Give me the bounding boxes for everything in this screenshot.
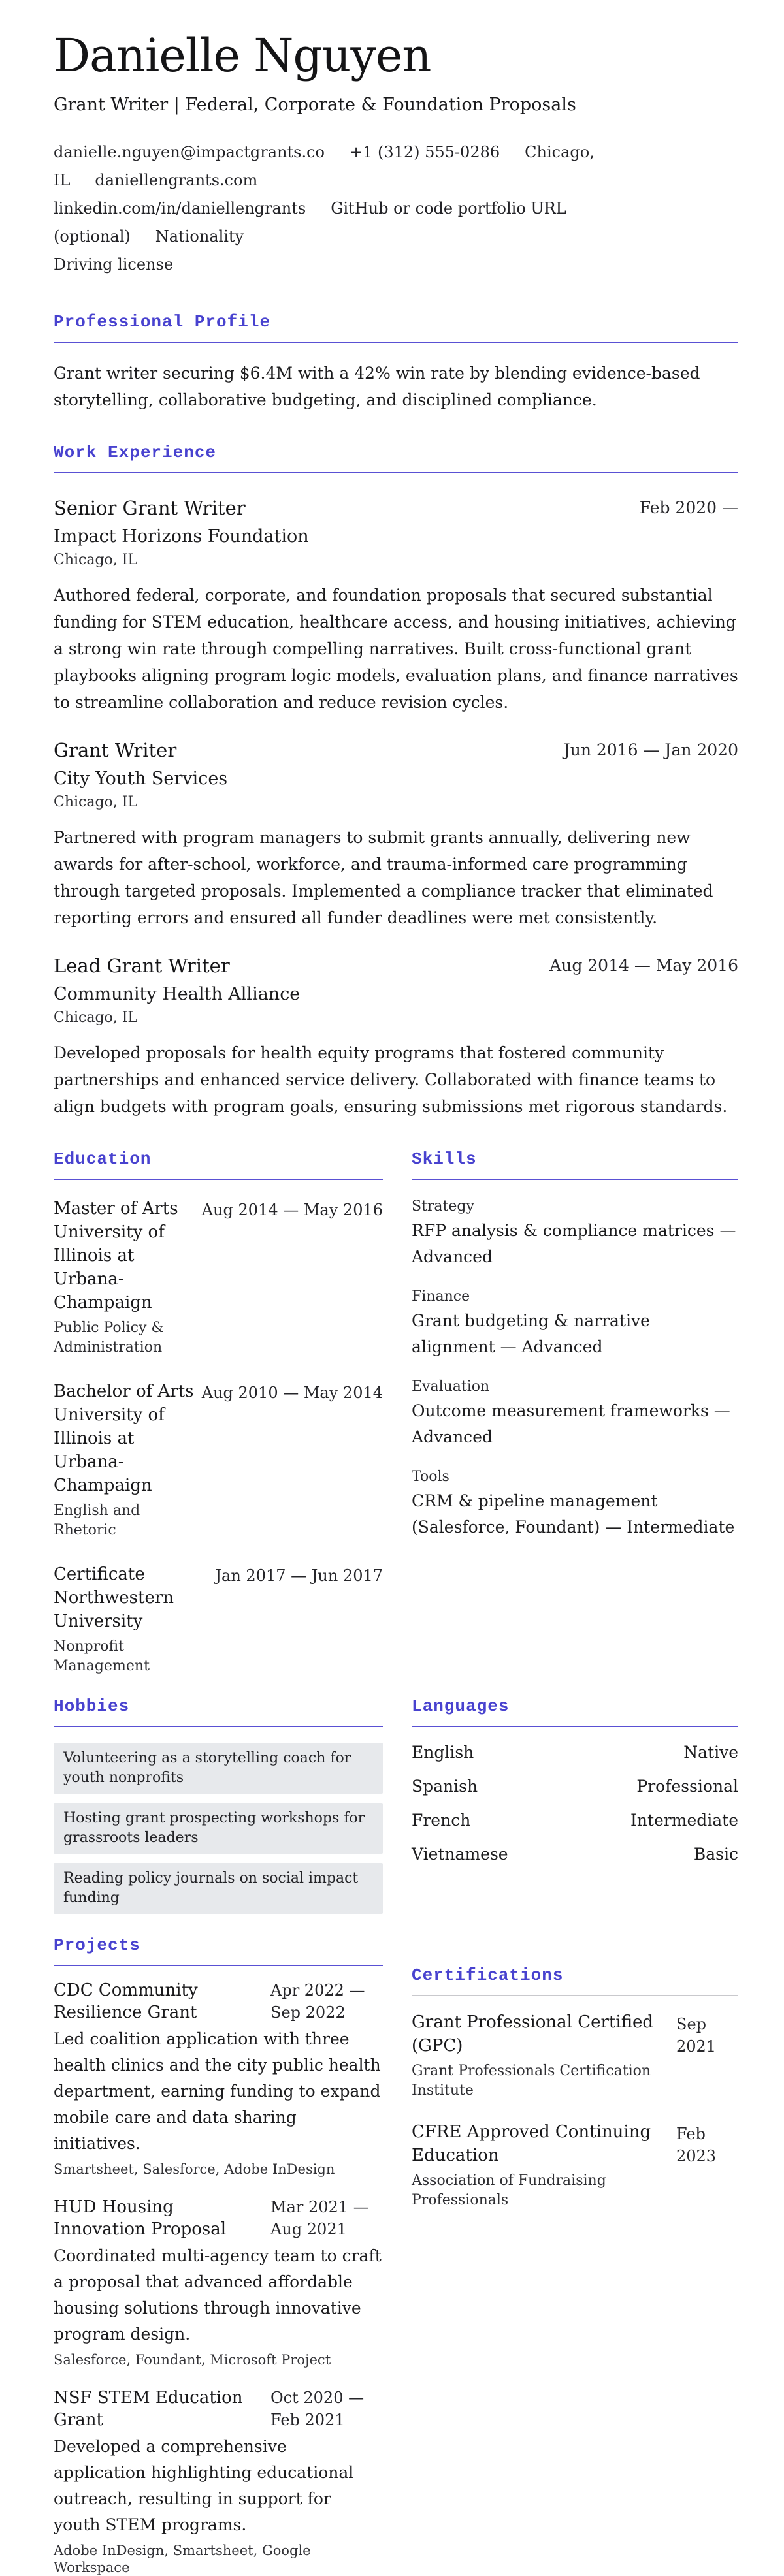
section-skills bbox=[412, 1149, 738, 1540]
job-company: City Youth Services bbox=[54, 769, 228, 789]
section-professional-profile bbox=[54, 311, 738, 413]
job-headline: Grant Writer | Federal, Corporate & Foundation Proposals bbox=[54, 95, 576, 115]
section-heading-hobbies: Hobbies bbox=[54, 1696, 383, 1727]
contact-row bbox=[54, 195, 738, 251]
work-entry bbox=[54, 953, 738, 1120]
skill-category: Strategy bbox=[412, 1198, 474, 1215]
language-row bbox=[412, 1743, 738, 1762]
job-location: Chicago, IL bbox=[54, 1010, 138, 1026]
project-title: NSF STEM Education Grant bbox=[54, 2388, 243, 2430]
certification-title: Grant Professional Certified (GPC) bbox=[412, 2012, 654, 2056]
certification-entry-main bbox=[412, 2011, 663, 2101]
education-entry bbox=[54, 1380, 383, 1540]
contact-row bbox=[54, 251, 738, 279]
education-entry-main bbox=[54, 1197, 194, 1358]
right-column bbox=[412, 1149, 738, 1676]
job-dates: Aug 2014 — May 2016 bbox=[549, 956, 738, 975]
language-level: Native bbox=[683, 1743, 738, 1762]
job-dates: Jun 2016 — Jan 2020 bbox=[563, 740, 738, 759]
section-projects bbox=[54, 1935, 383, 2576]
right-column bbox=[412, 1696, 738, 1923]
job-location: Chicago, IL bbox=[54, 552, 138, 568]
project-tools: Salesforce, Foundant, Microsoft Project bbox=[54, 2352, 331, 2368]
section-languages bbox=[412, 1696, 738, 1864]
certification-title: CFRE Approved Continuing Education bbox=[412, 2122, 651, 2165]
skill-group bbox=[412, 1287, 738, 1360]
skill-detail: Grant budgeting & narrative alignment — Advanced bbox=[412, 1311, 650, 1356]
certification-entry bbox=[412, 2120, 738, 2210]
contact-location: Chicago, IL bbox=[54, 143, 595, 189]
skill-category: Finance bbox=[412, 1288, 470, 1305]
language-row bbox=[412, 1845, 738, 1864]
skill-group bbox=[412, 1377, 738, 1450]
work-entry-header bbox=[54, 738, 738, 763]
job-title: Grant Writer bbox=[54, 739, 177, 761]
project-tools: Adobe InDesign, Smartsheet, Google Workspace bbox=[54, 2543, 311, 2575]
contact-linkedin: linkedin.com/in/daniellengrants bbox=[54, 199, 306, 217]
language-level: Intermediate bbox=[630, 1811, 738, 1830]
education-dates: Aug 2010 — May 2014 bbox=[201, 1384, 383, 1402]
resume-header bbox=[54, 31, 738, 279]
right-column bbox=[412, 1935, 738, 2576]
language-level: Professional bbox=[636, 1777, 738, 1796]
certification-issuer: Association of Fundraising Professionals bbox=[412, 2172, 606, 2208]
project-entry-header bbox=[54, 2387, 383, 2431]
degree-name: Certificate bbox=[54, 1565, 145, 1584]
degree-name: Bachelor of Arts bbox=[54, 1382, 194, 1401]
skill-detail: CRM & pipeline management (Salesforce, Foundant) — Intermediate bbox=[412, 1491, 735, 1536]
skill-group bbox=[412, 1467, 738, 1540]
contact-driving-license-placeholder: Driving license bbox=[54, 255, 174, 274]
section-heading-work: Work Experience bbox=[54, 442, 738, 473]
contact-nationality-placeholder: Nationality bbox=[155, 227, 244, 246]
two-column-row bbox=[54, 1935, 738, 2576]
work-entry bbox=[54, 496, 738, 716]
job-title: Senior Grant Writer bbox=[54, 497, 246, 519]
skill-category: Tools bbox=[412, 1469, 449, 1485]
job-location: Chicago, IL bbox=[54, 794, 138, 810]
hobby-tag: Reading policy journals on social impact funding bbox=[54, 1863, 383, 1914]
education-entry bbox=[54, 1563, 383, 1676]
contact-email: danielle.nguyen@impactgrants.co bbox=[54, 143, 325, 161]
work-entry bbox=[54, 738, 738, 931]
contact-github-placeholder: GitHub or code portfolio URL (optional) bbox=[54, 199, 566, 246]
project-dates: Apr 2022 — Sep 2022 bbox=[270, 1981, 365, 2022]
job-company: Impact Horizons Foundation bbox=[54, 526, 309, 547]
field-of-study: Nonprofit Management bbox=[54, 1638, 150, 1674]
education-entry bbox=[54, 1197, 383, 1358]
project-entry bbox=[54, 1979, 383, 2178]
school-name: University of Illinois at Urbana-Champaign bbox=[54, 1222, 165, 1312]
education-entry-main bbox=[54, 1380, 194, 1540]
left-column bbox=[54, 1935, 383, 2576]
section-heading-education: Education bbox=[54, 1149, 383, 1180]
language-row bbox=[412, 1811, 738, 1830]
section-certifications bbox=[412, 1965, 738, 2210]
work-entry-header bbox=[54, 953, 738, 978]
education-dates: Jan 2017 — Jun 2017 bbox=[215, 1566, 383, 1585]
certification-date: Sep 2021 bbox=[676, 2015, 717, 2056]
education-entry-main bbox=[54, 1563, 207, 1676]
page-title: Danielle Nguyen bbox=[54, 29, 431, 82]
section-work-experience bbox=[54, 442, 738, 1120]
project-entry bbox=[54, 2387, 383, 2576]
project-description: Coordinated multi-agency team to craft a proposal that advanced affordable housing solutions through innovative program design. bbox=[54, 2246, 382, 2344]
section-education bbox=[54, 1149, 383, 1676]
certification-entry-main bbox=[412, 2120, 663, 2210]
work-entry-header bbox=[54, 496, 738, 520]
job-description: Partnered with program managers to submit grants annually, delivering new awards for after-school, workforce, and trauma-informed care programming through targeted proposals. Implemented a compliance tracker that eliminated reporting errors and ensured all funder deadlines were met consistently. bbox=[54, 828, 713, 927]
language-name: Spanish bbox=[412, 1777, 478, 1796]
education-dates: Aug 2014 — May 2016 bbox=[201, 1201, 383, 1219]
hobby-tag: Hosting grant prospecting workshops for grassroots leaders bbox=[54, 1803, 383, 1854]
contact-website: daniellengrants.com bbox=[95, 171, 258, 189]
skill-category: Evaluation bbox=[412, 1378, 490, 1395]
left-column bbox=[54, 1149, 383, 1676]
two-column-row bbox=[54, 1696, 738, 1923]
section-heading-languages: Languages bbox=[412, 1696, 738, 1727]
skill-detail: RFP analysis & compliance matrices — Advanced bbox=[412, 1221, 736, 1266]
hobby-row bbox=[54, 1743, 383, 1803]
language-name: French bbox=[412, 1811, 471, 1830]
hobby-tag: Volunteering as a storytelling coach for youth nonprofits bbox=[54, 1743, 383, 1794]
project-description: Developed a comprehensive application highlighting educational outreach, resulting in support for youth STEM programs. bbox=[54, 2437, 354, 2534]
certification-entry bbox=[412, 2011, 738, 2101]
project-entry bbox=[54, 2196, 383, 2368]
project-title: CDC Community Resilience Grant bbox=[54, 1980, 198, 2022]
project-dates: Oct 2020 — Feb 2021 bbox=[270, 2389, 365, 2429]
job-title: Lead Grant Writer bbox=[54, 955, 230, 977]
certification-issuer: Grant Professionals Certification Institute bbox=[412, 2063, 651, 2099]
degree-name: Master of Arts bbox=[54, 1199, 178, 1218]
language-row bbox=[412, 1777, 738, 1796]
project-dates: Mar 2021 — Aug 2021 bbox=[270, 2198, 369, 2238]
section-heading-skills: Skills bbox=[412, 1149, 738, 1180]
language-list bbox=[412, 1743, 738, 1864]
field-of-study: Public Policy & Administration bbox=[54, 1320, 164, 1356]
hobby-row bbox=[54, 1863, 383, 1923]
profile-summary: Grant writer securing $6.4M with a 42% win rate by blending evidence-based storytelling, collaborative budgeting, and disciplined compliance. bbox=[54, 364, 700, 409]
hobby-row bbox=[54, 1803, 383, 1863]
job-description: Authored federal, corporate, and foundation proposals that secured substantial funding for STEM education, healthcare access, and housing initiatives, achieving a strong win rate through compelling narratives. Built cross-functional grant playbooks aligning program logic models, evaluation plans, and finance narratives to streamline collaboration and reduce revision cycles. bbox=[54, 586, 738, 712]
project-title: HUD Housing Innovation Proposal bbox=[54, 2197, 227, 2239]
section-hobbies bbox=[54, 1696, 383, 1923]
language-name: English bbox=[412, 1743, 474, 1762]
project-tools: Smartsheet, Salesforce, Adobe InDesign bbox=[54, 2161, 335, 2177]
language-level: Basic bbox=[693, 1845, 738, 1864]
section-heading-projects: Projects bbox=[54, 1935, 383, 1966]
contact-row bbox=[54, 138, 738, 195]
certification-date: Feb 2023 bbox=[676, 2125, 717, 2165]
project-entry-header bbox=[54, 1979, 383, 2024]
field-of-study: English and Rhetoric bbox=[54, 1503, 140, 1538]
skill-detail: Outcome measurement frameworks — Advanced bbox=[412, 1401, 730, 1446]
school-name: Northwestern University bbox=[54, 1588, 174, 1631]
skill-group bbox=[412, 1197, 738, 1270]
contact-block bbox=[54, 138, 738, 279]
language-name: Vietnamese bbox=[412, 1845, 508, 1864]
section-heading-profile: Professional Profile bbox=[54, 311, 738, 343]
contact-phone: +1 (312) 555-0286 bbox=[349, 143, 500, 161]
two-column-row bbox=[54, 1149, 738, 1676]
job-dates: Feb 2020 — bbox=[639, 498, 738, 517]
job-description: Developed proposals for health equity programs that fostered community partnerships and enhanced service delivery. Collaborated with finance teams to align budgets with program goals, ensuring submissions met rigorous standards. bbox=[54, 1043, 728, 1116]
project-entry-header bbox=[54, 2196, 383, 2240]
school-name: University of Illinois at Urbana-Champaign bbox=[54, 1405, 165, 1495]
left-column bbox=[54, 1696, 383, 1923]
project-description: Led coalition application with three health clinics and the city public health department, earning funding to expand mobile care and data sharing initiatives. bbox=[54, 2029, 381, 2153]
section-heading-certifications: Certifications bbox=[412, 1965, 738, 1996]
hobby-list bbox=[54, 1743, 383, 1923]
job-company: Community Health Alliance bbox=[54, 984, 301, 1004]
